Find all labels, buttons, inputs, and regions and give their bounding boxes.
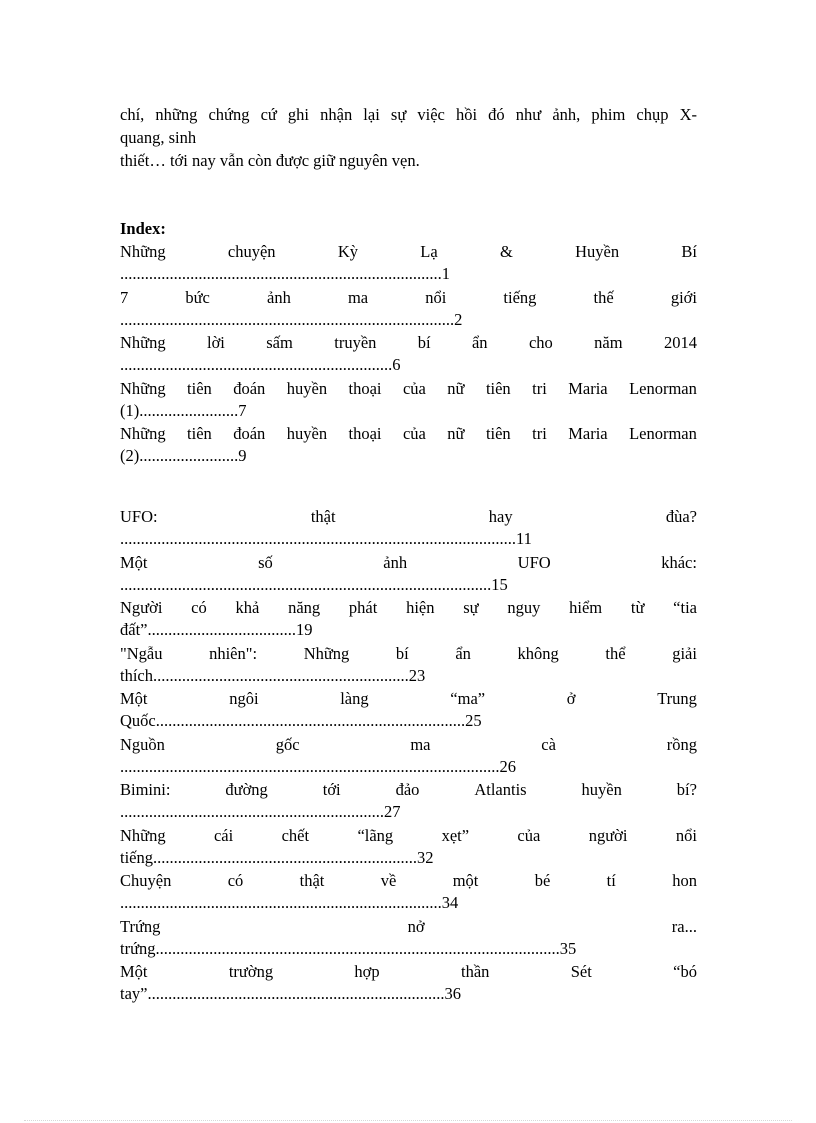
toc-entry-title: Những lời sấm truyền bí ẩn cho năm 2014 [120, 333, 697, 352]
toc-entry[interactable] [120, 869, 697, 915]
dot-leader: .................................................................................................. [155, 938, 560, 958]
toc-entry-leader [120, 619, 697, 642]
toc-entry[interactable] [120, 422, 697, 468]
toc-entry-leader [120, 892, 697, 915]
toc-entry-leader [120, 445, 697, 468]
toc-entry[interactable] [120, 286, 697, 332]
toc-entry-page-number: 35 [559, 938, 577, 958]
toc-entry-title: Một số ảnh UFO khác: [120, 552, 697, 572]
toc-entry-title: Một trường hợp thần Sét “bó [120, 962, 697, 981]
toc-entry[interactable] [120, 687, 697, 733]
toc-entry-leader [120, 756, 697, 779]
toc-entry-title: Nguồn gốc ma cà rồng [120, 734, 697, 754]
toc-entry-title-continued: thích [120, 665, 153, 685]
dot-leader: .......................................................................................... [120, 574, 492, 594]
toc-entry-title-continued: tay” [120, 984, 148, 1003]
toc-entry[interactable] [120, 733, 697, 779]
toc-entry[interactable] [120, 824, 697, 870]
toc-entry-title: Những tiên đoán huyền thoại của nữ tiên tri Maria Lenorman [120, 424, 697, 443]
toc-entry-title: Những cái chết “lãng xẹt” của người nổi [120, 825, 697, 845]
toc-entry-leader [120, 710, 697, 733]
toc-entry-title-continued: (2) [120, 446, 140, 465]
dot-leader: .................................................................. [120, 355, 393, 374]
dot-leader: ................................................................................................ [120, 529, 516, 548]
toc-entry[interactable] [120, 960, 697, 1006]
toc-entry-title: Chuyện có thật về một bé tí hon [120, 871, 697, 890]
toc-entry[interactable] [120, 778, 697, 824]
toc-entry-page-number: 15 [491, 574, 508, 594]
intro-line-3: thiết… tới nay vẫn còn được giữ nguyên vẹn. [120, 151, 420, 170]
toc-entry-page-number: 9 [238, 446, 247, 465]
toc-entry-title-continued: đất” [120, 620, 148, 639]
toc-entry-page-number: 32 [417, 847, 434, 867]
toc-entry-page-number: 7 [238, 400, 247, 420]
toc-entry-leader [120, 263, 697, 286]
toc-entry[interactable] [120, 377, 697, 423]
toc-entry-title: Những chuyện Kỳ Lạ & Huyền Bí [120, 242, 697, 261]
toc-entry-page-number: 2 [454, 309, 463, 329]
toc-entry-leader [120, 801, 697, 824]
toc-entry-title: Những tiên đoán huyền thoại của nữ tiên tri Maria Lenorman [120, 378, 697, 398]
toc-entry-leader [120, 665, 697, 688]
dot-leader: ........................ [139, 400, 239, 420]
toc-entry-page-number: 19 [295, 620, 313, 639]
dot-leader: .............................................................................. [120, 893, 442, 912]
toc-entry-leader [120, 354, 697, 377]
toc-entry[interactable] [120, 505, 697, 551]
page-bottom-rule [24, 1120, 792, 1121]
dot-leader: .............................................................................. [120, 264, 442, 283]
toc-entry-page-number: 23 [408, 665, 426, 685]
dot-leader: ............................................................................................ [120, 756, 500, 776]
toc-entry-title: UFO: thật hay đùa? [120, 507, 697, 526]
toc-entry-leader [120, 847, 697, 870]
toc-entry-title: 7 bức ảnh ma nổi tiếng thế giới [120, 287, 697, 307]
intro-line-2: quang, sinh [120, 128, 197, 147]
toc-entry-leader [120, 574, 697, 597]
dot-leader: ................................................................................. [120, 309, 455, 329]
toc-entry-title: Người có khả năng phát hiện sự nguy hiểm từ “tia [120, 598, 697, 617]
toc-entry-title-continued: Quốc [120, 711, 156, 730]
toc-entry-title-continued: trứng [120, 938, 156, 958]
toc-entry-page-number: 6 [392, 355, 401, 374]
dot-leader: .................................... [147, 620, 296, 639]
toc-entry-page-number: 27 [384, 802, 401, 821]
toc-entry[interactable] [120, 331, 697, 377]
toc-entry-title: Bimini: đường tới đảo Atlantis huyền bí? [120, 780, 697, 799]
dot-leader: ................................................................ [153, 847, 417, 867]
table-of-contents-part-2 [120, 505, 697, 1006]
intro-line-1: chí, những chứng cứ ghi nhận lại sự việc hồi đó như ảnh, phim chụp X- [120, 105, 697, 124]
toc-entry-title: Trứng nở ra... [120, 916, 697, 936]
toc-entry-leader [120, 400, 697, 423]
toc-entry-leader [120, 309, 697, 332]
toc-entry-page-number: 11 [516, 529, 532, 548]
dot-leader: ................................................................ [120, 802, 384, 821]
toc-entry-title: "Ngẫu nhiên": Những bí ẩn không thể giải [120, 643, 697, 663]
dot-leader: ........................................................................ [147, 984, 445, 1003]
index-heading: Index: [120, 219, 166, 238]
toc-entry-page-number: 26 [499, 756, 516, 776]
toc-entry[interactable] [120, 596, 697, 642]
toc-entry-title-continued: (1) [120, 400, 140, 420]
dot-leader: ........................................................................... [155, 711, 466, 730]
toc-entry-page-number: 34 [441, 893, 459, 912]
toc-entry-page-number: 25 [465, 711, 482, 730]
dot-leader: .............................................................. [153, 665, 409, 685]
dot-leader: ........................ [139, 446, 239, 465]
toc-entry-title-continued: tiếng [120, 847, 153, 867]
toc-entry-title: Một ngôi làng “ma” ở Trung [120, 689, 697, 708]
toc-entry-page-number: 36 [444, 984, 461, 1003]
toc-entry[interactable] [120, 642, 697, 688]
toc-entry-leader [120, 938, 697, 961]
toc-entry[interactable] [120, 240, 697, 286]
toc-entry-leader [120, 983, 697, 1006]
toc-entry[interactable] [120, 915, 697, 961]
toc-entry-leader [120, 528, 697, 551]
intro-paragraph [120, 103, 697, 172]
toc-entry[interactable] [120, 551, 697, 597]
table-of-contents-part-1 [120, 240, 697, 468]
toc-entry-page-number: 1 [441, 264, 450, 283]
